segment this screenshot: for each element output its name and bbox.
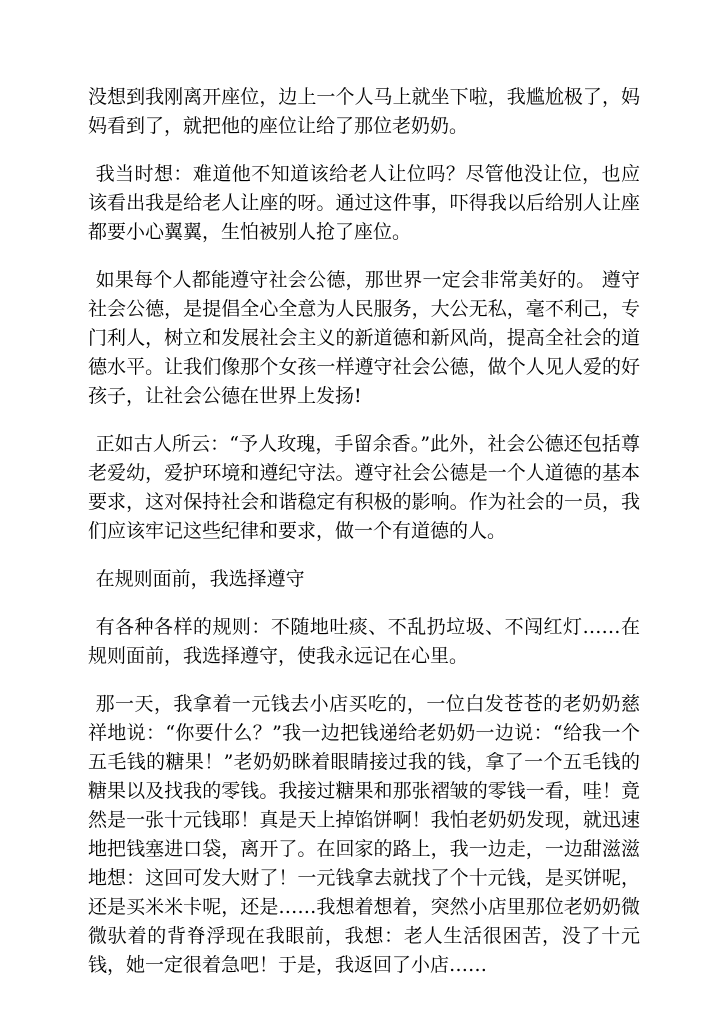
paragraph-2: 我当时想：难道他不知道该给老人让位吗？尽管他没让位，也应该看出我是给老人让座的呀。通过这件事，吓得我以后给别人让座都要小心翼翼，生怕被别人抢了座位。 [88, 163, 640, 243]
paragraph-4: 正如古人所云：“予人玫瑰，手留余香。”此外，社会公德还包括尊老爱幼，爱护环境和遵纪守法。遵守社会公德是一个人道德的基本要求，这对保持社会和谐稳定有积极的影响。作为社会的一员，我们应该牢记这些纪律和要求，做一个有道德的人。 [88, 433, 640, 542]
paragraph-1: 没想到我刚离开座位，边上一个人马上就坐下啦，我尴尬极了，妈妈看到了，就把他的座位让给了那位老奶奶。 [88, 86, 640, 137]
section-heading: 在规则面前，我选择遵守 [95, 568, 305, 590]
document-body [88, 83, 640, 999]
paragraph-5: 有各种各样的规则：不随地吐痰、不乱扔垃圾、不闯红灯……在规则面前，我选择遵守，使我永远记在心里。 [88, 616, 640, 667]
paragraph-6: 那一天，我拿着一元钱去小店买吃的，一位白发苍苍的老奶奶慈祥地说：“你要什么？”我一边把钱递给老奶奶一边说：“给我一个五毛钱的糖果！”老奶奶眯着眼睛接过我的钱，拿了一个五毛钱的糖果以及找我的零钱。我接过糖果和那张褶皱的零钱一看，哇！竟然是一张十元钱耶！真是天上掉馅饼啊！我怕老奶奶发现，就迅速地把钱塞进口袋，离开了。在回家的路上，我一边走，一边甜滋滋地想：这回可发大财了！一元钱拿去就找了个十元钱，是买饼呢，还是买米米卡呢，还是……我想着想着，突然小店里那位老奶奶微微驮着的背脊浮现在我眼前，我想：老人生活很困苦，没了十元钱，她一定很着急吧！于是，我返回了小店…… [88, 693, 640, 976]
paragraph-3: 如果每个人都能遵守社会公德，那世界一定会非常美好的。 遵守社会公德，是提倡全心全意为人民服务，大公无私，毫不利己，专门利人，树立和发展社会主义的新道德和新风尚，提高全社会的道德水平。让我们像那个女孩一样遵守社会公德，做个人见人爱的好孩子，让社会公德在世界上发扬! [88, 269, 640, 407]
